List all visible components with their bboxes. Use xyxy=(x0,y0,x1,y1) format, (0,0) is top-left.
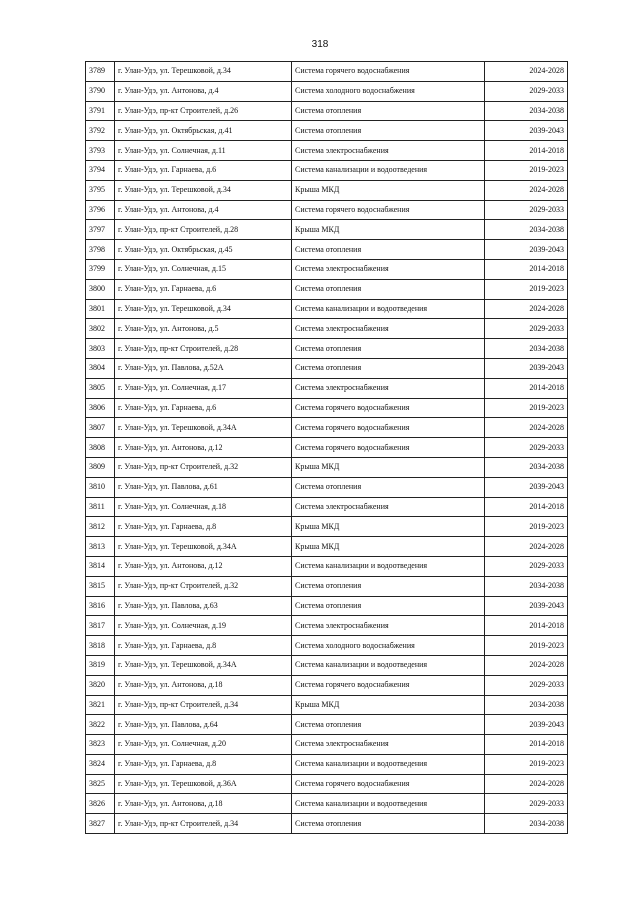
page-number: 318 xyxy=(311,39,329,50)
row-number-cell: 3814 xyxy=(86,556,115,576)
row-number-cell: 3820 xyxy=(86,675,115,695)
row-number-cell: 3793 xyxy=(86,141,115,161)
period-cell: 2039-2043 xyxy=(485,596,568,616)
address-cell: г. Улан-Удэ, ул. Солнечная, д.19 xyxy=(115,616,292,636)
row-number-cell: 3798 xyxy=(86,240,115,260)
period-cell: 2029-2033 xyxy=(485,81,568,101)
row-number-cell: 3812 xyxy=(86,517,115,537)
period-cell: 2029-2033 xyxy=(485,438,568,458)
row-number-cell: 3816 xyxy=(86,596,115,616)
period-cell: 2029-2033 xyxy=(485,556,568,576)
address-cell: г. Улан-Удэ, ул. Солнечная, д.20 xyxy=(115,735,292,755)
table-row xyxy=(86,814,568,834)
period-cell: 2014-2018 xyxy=(485,497,568,517)
row-number-cell: 3803 xyxy=(86,339,115,359)
table-row xyxy=(86,438,568,458)
system-cell: Крыша МКД xyxy=(292,180,485,200)
system-cell: Система электроснабжения xyxy=(292,259,485,279)
row-number-cell: 3810 xyxy=(86,477,115,497)
address-cell: г. Улан-Удэ, пр-кт Строителей, д.26 xyxy=(115,101,292,121)
system-cell: Система канализации и водоотведения xyxy=(292,754,485,774)
system-cell: Система отопления xyxy=(292,279,485,299)
period-cell: 2039-2043 xyxy=(485,477,568,497)
system-cell: Система горячего водоснабжения xyxy=(292,418,485,438)
period-cell: 2014-2018 xyxy=(485,378,568,398)
address-cell: г. Улан-Удэ, ул. Гарнаева, д.8 xyxy=(115,754,292,774)
table-row xyxy=(86,457,568,477)
period-cell: 2024-2028 xyxy=(485,62,568,82)
table-body xyxy=(86,62,568,834)
address-cell: г. Улан-Удэ, пр-кт Строителей, д.28 xyxy=(115,220,292,240)
period-cell: 2019-2023 xyxy=(485,517,568,537)
period-cell: 2034-2038 xyxy=(485,457,568,477)
row-number-cell: 3825 xyxy=(86,774,115,794)
address-cell: г. Улан-Удэ, ул. Антонова, д.4 xyxy=(115,200,292,220)
table-row xyxy=(86,279,568,299)
system-cell: Система отопления xyxy=(292,814,485,834)
row-number-cell: 3808 xyxy=(86,438,115,458)
row-number-cell: 3790 xyxy=(86,81,115,101)
period-cell: 2019-2023 xyxy=(485,754,568,774)
table-row xyxy=(86,418,568,438)
period-cell: 2024-2028 xyxy=(485,655,568,675)
system-cell: Система канализации и водоотведения xyxy=(292,794,485,814)
period-cell: 2024-2028 xyxy=(485,537,568,557)
address-cell: г. Улан-Удэ, пр-кт Строителей, д.32 xyxy=(115,576,292,596)
row-number-cell: 3827 xyxy=(86,814,115,834)
row-number-cell: 3809 xyxy=(86,457,115,477)
address-cell: г. Улан-Удэ, ул. Павлова, д.63 xyxy=(115,596,292,616)
row-number-cell: 3795 xyxy=(86,180,115,200)
system-cell: Система отопления xyxy=(292,121,485,141)
system-cell: Система отопления xyxy=(292,240,485,260)
system-cell: Система электроснабжения xyxy=(292,141,485,161)
row-number-cell: 3821 xyxy=(86,695,115,715)
system-cell: Система отопления xyxy=(292,101,485,121)
row-number-cell: 3801 xyxy=(86,299,115,319)
system-cell: Крыша МКД xyxy=(292,517,485,537)
period-cell: 2024-2028 xyxy=(485,299,568,319)
system-cell: Система электроснабжения xyxy=(292,378,485,398)
row-number-cell: 3804 xyxy=(86,358,115,378)
row-number-cell: 3799 xyxy=(86,259,115,279)
system-cell: Система отопления xyxy=(292,477,485,497)
system-cell: Система горячего водоснабжения xyxy=(292,200,485,220)
table-row xyxy=(86,81,568,101)
address-cell: г. Улан-Удэ, пр-кт Строителей, д.34 xyxy=(115,814,292,834)
table-row xyxy=(86,715,568,735)
table-row xyxy=(86,636,568,656)
address-cell: г. Улан-Удэ, ул. Антонова, д.12 xyxy=(115,556,292,576)
period-cell: 2034-2038 xyxy=(485,814,568,834)
address-cell: г. Улан-Удэ, ул. Терешковой, д.34 xyxy=(115,62,292,82)
system-cell: Крыша МКД xyxy=(292,220,485,240)
system-cell: Система отопления xyxy=(292,576,485,596)
address-cell: г. Улан-Удэ, ул. Антонова, д.12 xyxy=(115,438,292,458)
address-cell: г. Улан-Удэ, ул. Терешковой, д.34 xyxy=(115,180,292,200)
address-cell: г. Улан-Удэ, ул. Октябрьская, д.41 xyxy=(115,121,292,141)
table-row xyxy=(86,695,568,715)
repair-schedule-table xyxy=(85,61,568,834)
row-number-cell: 3822 xyxy=(86,715,115,735)
row-number-cell: 3823 xyxy=(86,735,115,755)
row-number-cell: 3811 xyxy=(86,497,115,517)
period-cell: 2019-2023 xyxy=(485,160,568,180)
period-cell: 2024-2028 xyxy=(485,418,568,438)
address-cell: г. Улан-Удэ, ул. Павлова, д.61 xyxy=(115,477,292,497)
address-cell: г. Улан-Удэ, ул. Солнечная, д.18 xyxy=(115,497,292,517)
row-number-cell: 3819 xyxy=(86,655,115,675)
table-row xyxy=(86,576,568,596)
system-cell: Система электроснабжения xyxy=(292,497,485,517)
table-row xyxy=(86,517,568,537)
period-cell: 2014-2018 xyxy=(485,735,568,755)
table-row xyxy=(86,596,568,616)
period-cell: 2029-2033 xyxy=(485,200,568,220)
table-row xyxy=(86,101,568,121)
table-row xyxy=(86,398,568,418)
table-row xyxy=(86,180,568,200)
period-cell: 2029-2033 xyxy=(485,319,568,339)
row-number-cell: 3817 xyxy=(86,616,115,636)
address-cell: г. Улан-Удэ, ул. Гарнаева, д.6 xyxy=(115,279,292,299)
address-cell: г. Улан-Удэ, ул. Солнечная, д.15 xyxy=(115,259,292,279)
address-cell: г. Улан-Удэ, ул. Терешковой, д.36А xyxy=(115,774,292,794)
row-number-cell: 3792 xyxy=(86,121,115,141)
system-cell: Система электроснабжения xyxy=(292,616,485,636)
row-number-cell: 3802 xyxy=(86,319,115,339)
system-cell: Система отопления xyxy=(292,358,485,378)
period-cell: 2019-2023 xyxy=(485,398,568,418)
table-row xyxy=(86,240,568,260)
table-row xyxy=(86,537,568,557)
row-number-cell: 3796 xyxy=(86,200,115,220)
address-cell: г. Улан-Удэ, ул. Гарнаева, д.6 xyxy=(115,398,292,418)
table-row xyxy=(86,339,568,359)
row-number-cell: 3791 xyxy=(86,101,115,121)
table-row xyxy=(86,754,568,774)
system-cell: Система канализации и водоотведения xyxy=(292,556,485,576)
period-cell: 2024-2028 xyxy=(485,180,568,200)
system-cell: Крыша МКД xyxy=(292,695,485,715)
table-row xyxy=(86,121,568,141)
period-cell: 2019-2023 xyxy=(485,279,568,299)
row-number-cell: 3818 xyxy=(86,636,115,656)
address-cell: г. Улан-Удэ, ул. Терешковой, д.34А xyxy=(115,418,292,438)
row-number-cell: 3806 xyxy=(86,398,115,418)
system-cell: Система канализации и водоотведения xyxy=(292,160,485,180)
period-cell: 2014-2018 xyxy=(485,141,568,161)
period-cell: 2039-2043 xyxy=(485,715,568,735)
system-cell: Система холодного водоснабжения xyxy=(292,81,485,101)
period-cell: 2029-2033 xyxy=(485,794,568,814)
table-row xyxy=(86,477,568,497)
system-cell: Система электроснабжения xyxy=(292,319,485,339)
address-cell: г. Улан-Удэ, пр-кт Строителей, д.32 xyxy=(115,457,292,477)
period-cell: 2039-2043 xyxy=(485,240,568,260)
address-cell: г. Улан-Удэ, ул. Октябрьская, д.45 xyxy=(115,240,292,260)
table-row xyxy=(86,774,568,794)
address-cell: г. Улан-Удэ, ул. Антонова, д.5 xyxy=(115,319,292,339)
system-cell: Система отопления xyxy=(292,715,485,735)
system-cell: Система горячего водоснабжения xyxy=(292,62,485,82)
address-cell: г. Улан-Удэ, ул. Солнечная, д.17 xyxy=(115,378,292,398)
system-cell: Система горячего водоснабжения xyxy=(292,675,485,695)
system-cell: Система электроснабжения xyxy=(292,735,485,755)
table-row xyxy=(86,160,568,180)
period-cell: 2024-2028 xyxy=(485,774,568,794)
row-number-cell: 3797 xyxy=(86,220,115,240)
system-cell: Система отопления xyxy=(292,596,485,616)
table-row xyxy=(86,675,568,695)
period-cell: 2034-2038 xyxy=(485,220,568,240)
table-row xyxy=(86,62,568,82)
table-row xyxy=(86,319,568,339)
system-cell: Система отопления xyxy=(292,339,485,359)
row-number-cell: 3794 xyxy=(86,160,115,180)
address-cell: г. Улан-Удэ, ул. Антонова, д.18 xyxy=(115,675,292,695)
row-number-cell: 3805 xyxy=(86,378,115,398)
period-cell: 2034-2038 xyxy=(485,339,568,359)
address-cell: г. Улан-Удэ, ул. Терешковой, д.34 xyxy=(115,299,292,319)
address-cell: г. Улан-Удэ, ул. Солнечная, д.11 xyxy=(115,141,292,161)
address-cell: г. Улан-Удэ, пр-кт Строителей, д.34 xyxy=(115,695,292,715)
table-row xyxy=(86,378,568,398)
period-cell: 2014-2018 xyxy=(485,259,568,279)
system-cell: Крыша МКД xyxy=(292,537,485,557)
row-number-cell: 3824 xyxy=(86,754,115,774)
address-cell: г. Улан-Удэ, ул. Антонова, д.4 xyxy=(115,81,292,101)
period-cell: 2034-2038 xyxy=(485,695,568,715)
period-cell: 2029-2033 xyxy=(485,675,568,695)
table-row xyxy=(86,358,568,378)
table-row xyxy=(86,259,568,279)
table-row xyxy=(86,616,568,636)
table-row xyxy=(86,794,568,814)
address-cell: г. Улан-Удэ, ул. Гарнаева, д.8 xyxy=(115,636,292,656)
address-cell: г. Улан-Удэ, ул. Гарнаева, д.8 xyxy=(115,517,292,537)
row-number-cell: 3789 xyxy=(86,62,115,82)
row-number-cell: 3800 xyxy=(86,279,115,299)
address-cell: г. Улан-Удэ, пр-кт Строителей, д.28 xyxy=(115,339,292,359)
address-cell: г. Улан-Удэ, ул. Гарнаева, д.6 xyxy=(115,160,292,180)
address-cell: г. Улан-Удэ, ул. Терешковой, д.34А xyxy=(115,655,292,675)
address-cell: г. Улан-Удэ, ул. Павлова, д.52А xyxy=(115,358,292,378)
system-cell: Крыша МКД xyxy=(292,457,485,477)
system-cell: Система холодного водоснабжения xyxy=(292,636,485,656)
period-cell: 2034-2038 xyxy=(485,101,568,121)
table-row xyxy=(86,220,568,240)
period-cell: 2039-2043 xyxy=(485,358,568,378)
row-number-cell: 3807 xyxy=(86,418,115,438)
row-number-cell: 3815 xyxy=(86,576,115,596)
system-cell: Система канализации и водоотведения xyxy=(292,655,485,675)
table-row xyxy=(86,299,568,319)
table-row xyxy=(86,497,568,517)
system-cell: Система горячего водоснабжения xyxy=(292,398,485,418)
table-row xyxy=(86,735,568,755)
row-number-cell: 3826 xyxy=(86,794,115,814)
table-row xyxy=(86,556,568,576)
system-cell: Система горячего водоснабжения xyxy=(292,774,485,794)
system-cell: Система горячего водоснабжения xyxy=(292,438,485,458)
table-row xyxy=(86,655,568,675)
system-cell: Система канализации и водоотведения xyxy=(292,299,485,319)
period-cell: 2019-2023 xyxy=(485,636,568,656)
address-cell: г. Улан-Удэ, ул. Антонова, д.18 xyxy=(115,794,292,814)
address-cell: г. Улан-Удэ, ул. Терешковой, д.34А xyxy=(115,537,292,557)
period-cell: 2034-2038 xyxy=(485,576,568,596)
table-row xyxy=(86,141,568,161)
row-number-cell: 3813 xyxy=(86,537,115,557)
period-cell: 2039-2043 xyxy=(485,121,568,141)
address-cell: г. Улан-Удэ, ул. Павлова, д.64 xyxy=(115,715,292,735)
table-row xyxy=(86,200,568,220)
period-cell: 2014-2018 xyxy=(485,616,568,636)
